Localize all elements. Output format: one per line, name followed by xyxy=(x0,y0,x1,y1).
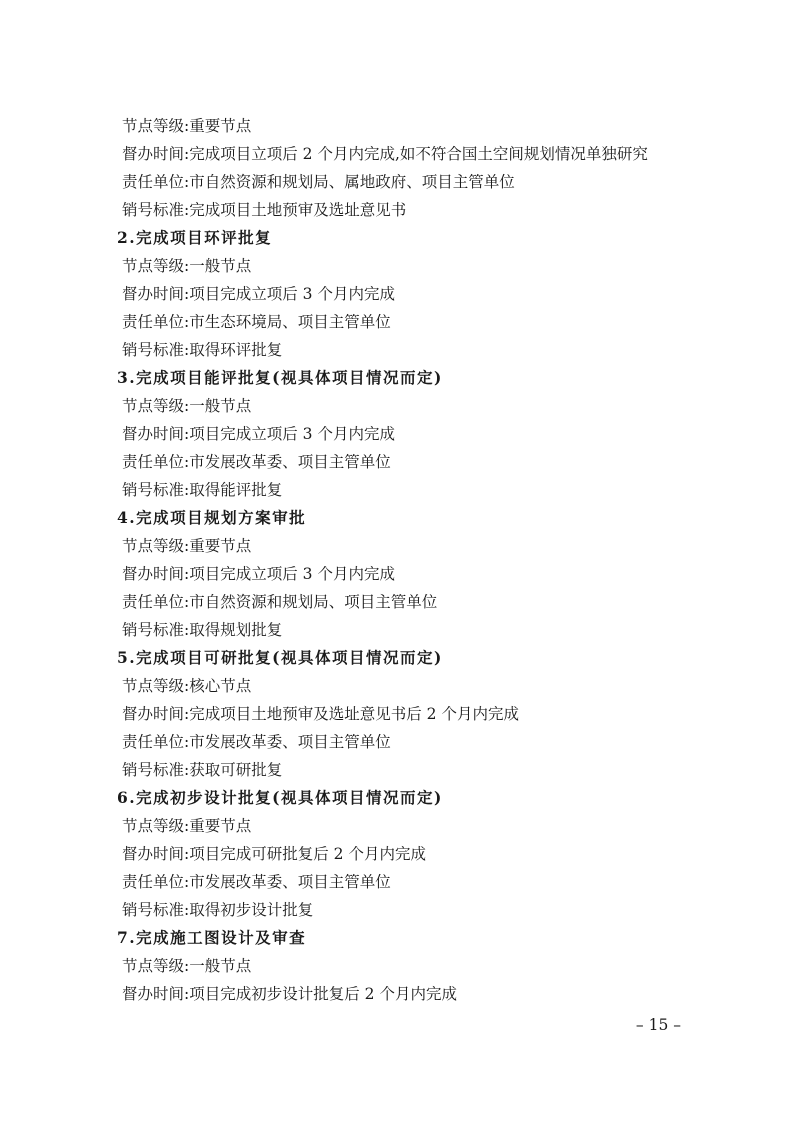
body-line: 销号标准:取得初步设计批复 xyxy=(122,901,314,919)
body-line: 销号标准:取得环评批复 xyxy=(122,341,283,359)
body-line: 责任单位:市发展改革委、项目主管单位 xyxy=(122,453,391,471)
body-line: 销号标准:获取可研批复 xyxy=(122,761,283,779)
section-heading: 5.完成项目可研批复(视具体项目情况而定) xyxy=(117,648,443,667)
body-line: 节点等级:一般节点 xyxy=(122,397,252,415)
body-line: 销号标准:取得规划批复 xyxy=(122,621,283,639)
body-line: 责任单位:市自然资源和规划局、项目主管单位 xyxy=(122,593,438,611)
body-line: 督办时间:项目完成初步设计批复后 2 个月内完成 xyxy=(122,985,457,1003)
body-line: 责任单位:市发展改革委、项目主管单位 xyxy=(122,873,391,891)
body-line: 督办时间:项目完成可研批复后 2 个月内完成 xyxy=(122,845,426,863)
body-line: 节点等级:重要节点 xyxy=(122,117,252,135)
body-line: 督办时间:完成项目土地预审及选址意见书后 2 个月内完成 xyxy=(122,705,519,723)
body-line: 督办时间:项目完成立项后 3 个月内完成 xyxy=(122,285,395,303)
body-line: 督办时间:完成项目立项后 2 个月内完成,如不符合国土空间规划情况单独研究 xyxy=(122,145,648,163)
body-line: 节点等级:重要节点 xyxy=(122,817,252,835)
body-line: 节点等级:核心节点 xyxy=(122,677,252,695)
section-heading: 3.完成项目能评批复(视具体项目情况而定) xyxy=(117,368,443,387)
body-line: 责任单位:市生态环境局、项目主管单位 xyxy=(122,313,391,331)
body-line: 督办时间:项目完成立项后 3 个月内完成 xyxy=(122,565,395,583)
body-line: 节点等级:一般节点 xyxy=(122,257,252,275)
body-line: 责任单位:市发展改革委、项目主管单位 xyxy=(122,733,391,751)
section-heading: 4.完成项目规划方案审批 xyxy=(117,508,307,527)
body-line: 销号标准:取得能评批复 xyxy=(122,481,283,499)
body-line: 督办时间:项目完成立项后 3 个月内完成 xyxy=(122,425,395,443)
body-line: 责任单位:市自然资源和规划局、属地政府、项目主管单位 xyxy=(122,173,515,191)
body-line: 节点等级:一般节点 xyxy=(122,957,252,975)
section-heading: 7.完成施工图设计及审查 xyxy=(117,928,307,947)
body-line: 节点等级:重要节点 xyxy=(122,537,252,555)
section-heading: 6.完成初步设计批复(视具体项目情况而定) xyxy=(117,788,443,807)
body-line: 销号标准:完成项目土地预审及选址意见书 xyxy=(122,201,407,219)
section-heading: 2.完成项目环评批复 xyxy=(117,228,273,247)
page-number: – 15 – xyxy=(635,1016,681,1034)
